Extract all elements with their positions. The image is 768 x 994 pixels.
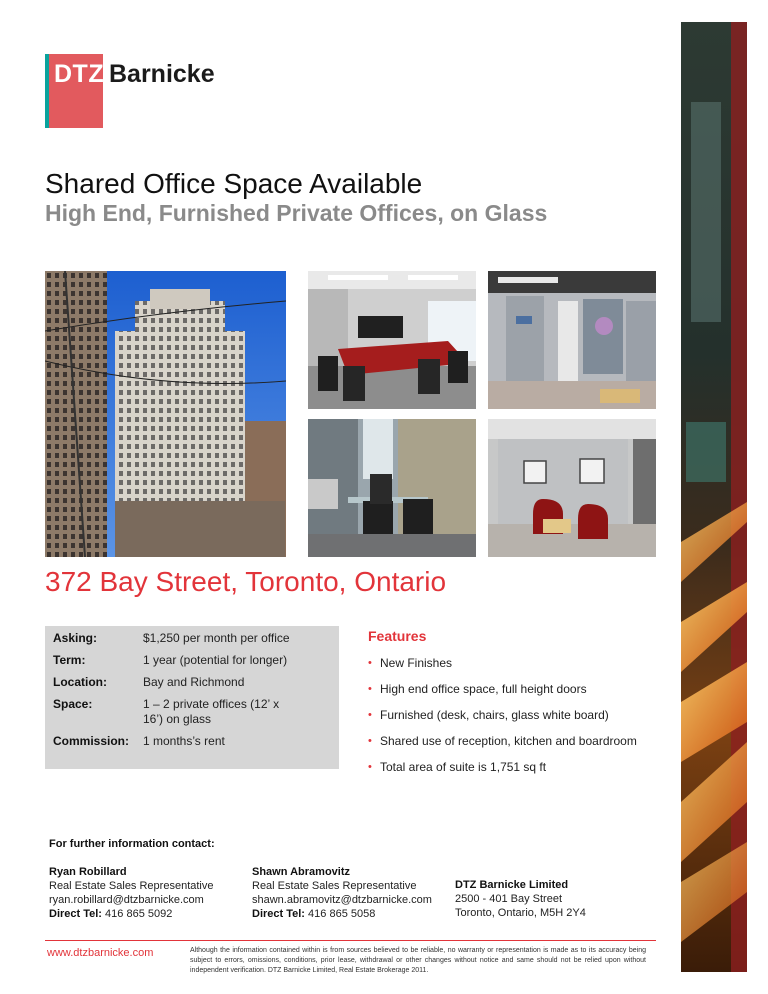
phone-label: Direct Tel: [49,908,102,920]
footer-divider [45,940,656,941]
bullet-icon: • [368,761,372,773]
contact-role: Real Estate Sales Representative [252,880,417,892]
detail-row-location [45,675,339,690]
contact-email[interactable]: shawn.abramovitz@dtzbarnicke.com [252,894,432,906]
feature-item [368,656,668,682]
phone-label: Direct Tel: [252,908,305,920]
bullet-icon: • [368,657,372,669]
page-subtitle: High End, Furnished Private Offices, on Glass [45,200,548,226]
feature-text: Total area of suite is 1,751 sq ft [380,760,547,774]
contact-name: Shawn Abramovitz [252,866,350,878]
details-box [45,626,339,769]
bullet-icon: • [368,709,372,721]
building-photo [45,271,286,557]
bullet-icon: • [368,683,372,695]
bullet-icon: • [368,735,372,747]
contact-name: Ryan Robillard [49,866,127,878]
detail-value: 1 year (potential for longer) [143,653,288,667]
detail-label: Term: [53,653,86,667]
feature-item [368,734,668,760]
phone-number[interactable]: 416 865 5058 [308,908,376,920]
contact-phone [252,907,432,921]
detail-row-space [45,697,339,727]
detail-row-commission [45,734,339,749]
feature-text: New Finishes [380,656,453,670]
contact-phone [49,907,213,921]
website-link[interactable]: www.dtzbarnicke.com [47,947,154,959]
features-heading: Features [368,628,427,644]
feature-text: Shared use of reception, kitchen and boardroom [380,734,637,748]
feature-item [368,760,668,786]
contact-card-ryan [49,865,213,921]
contact-email[interactable]: ryan.robillard@dtzbarnicke.com [49,894,204,906]
detail-value: 1 – 2 private offices (12’ x 16’) on glass [143,697,280,726]
detail-label: Asking: [53,631,98,645]
feature-item [368,682,668,708]
legal-disclaimer: Although the information contained within is from sources believed to be reliable, no warranty or representation is made as to its accuracy being subject to errors, omissions, conditions, prior lease, withdrawal or other changes without notice and same should not be relied upon without independent verification. DTZ Barnicke Limited, Real Estate Brokerage 2011. [190,947,646,974]
private-office-photo [308,419,476,557]
company-address [455,878,586,920]
logo-stripe [45,54,49,128]
hallway-photo [488,271,656,409]
decorative-city-lights-strip [681,22,747,972]
detail-row-asking [45,631,339,646]
property-address: 372 Bay Street, Toronto, Ontario [45,566,447,597]
feature-item [368,708,668,734]
company-address-line: 2500 - 401 Bay Street [455,893,563,905]
contact-role: Real Estate Sales Representative [49,880,214,892]
phone-number[interactable]: 416 865 5092 [105,908,173,920]
company-name: DTZ Barnicke Limited [455,879,569,891]
feature-text: High end office space, full height doors [380,682,587,696]
logo-name-text: Barnicke [109,60,215,88]
detail-value: $1,250 per month per office [143,631,290,645]
detail-row-term [45,653,339,668]
logo-dtz-text: DTZ [54,60,105,88]
detail-value: Bay and Richmond [143,675,245,689]
features-list [368,656,668,786]
detail-label: Commission: [53,734,130,748]
detail-label: Location: [53,675,107,689]
contact-card-shawn [252,865,432,921]
detail-value: 1 months’s rent [143,734,225,748]
reception-photo [488,419,656,557]
detail-label: Space: [53,697,93,711]
page-title: Shared Office Space Available [45,168,423,199]
contact-heading: For further information contact: [49,838,215,850]
boardroom-photo [308,271,476,409]
company-address-line: Toronto, Ontario, M5H 2Y4 [455,907,586,919]
feature-text: Furnished (desk, chairs, glass white board) [380,708,609,722]
